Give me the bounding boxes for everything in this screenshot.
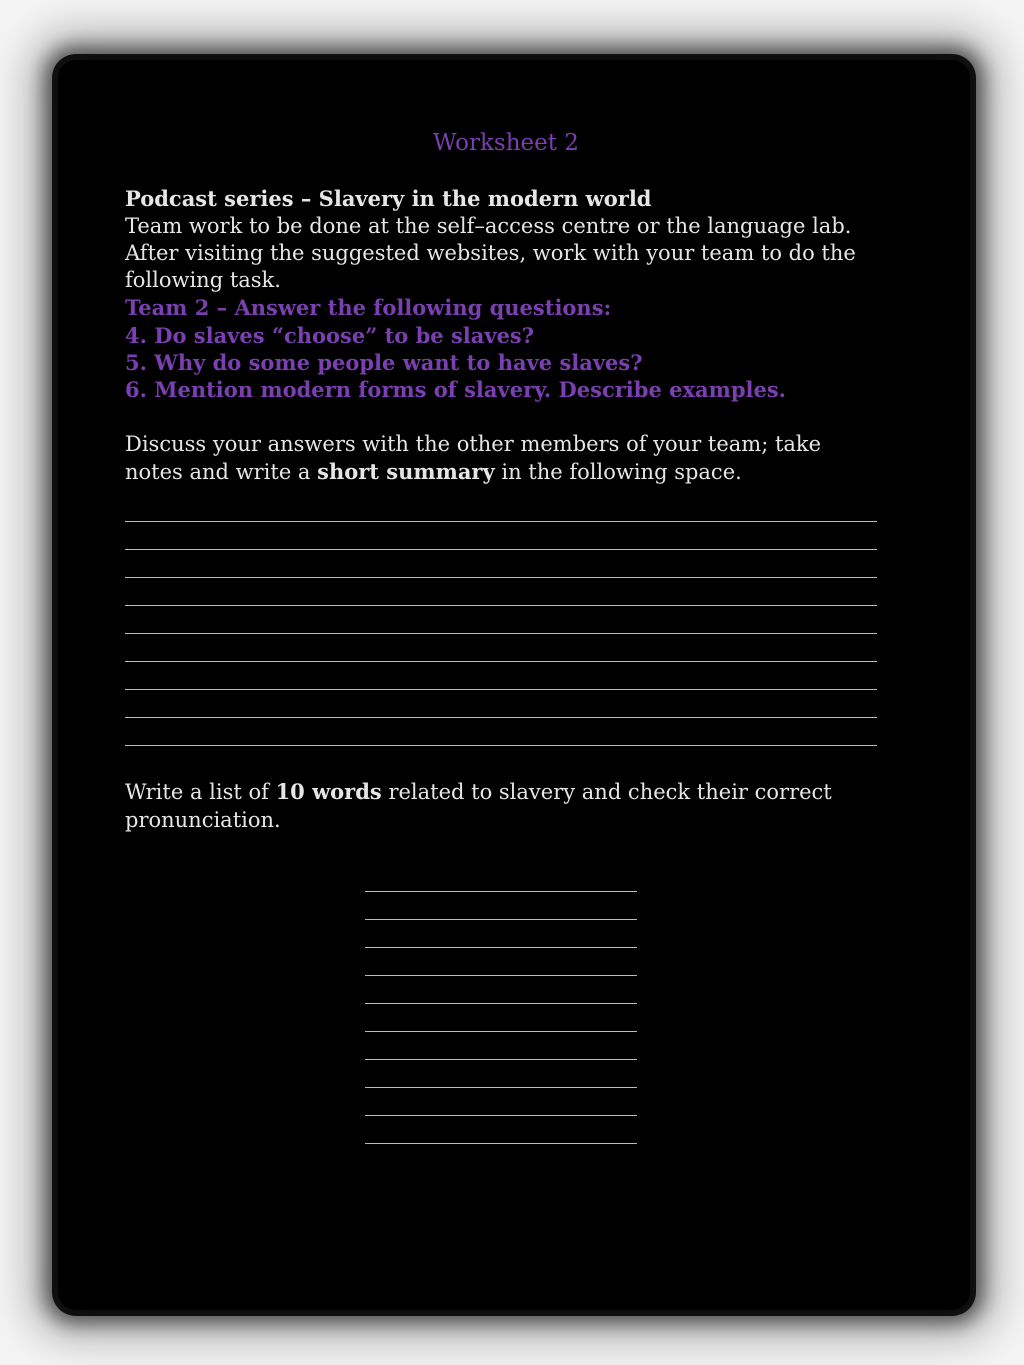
discuss-text: Discuss your answers with the other members of your team; take notes and write a (125, 431, 822, 484)
writing-line (125, 494, 877, 522)
word-line (365, 1060, 637, 1088)
team-heading: Team 2 – Answer the following questions: (125, 295, 612, 321)
word-list-instructions (125, 778, 877, 834)
word-line (365, 920, 637, 948)
discuss-text-end: in the following space. (494, 459, 742, 484)
writing-line (125, 634, 877, 662)
list-text: Write a list of (125, 780, 276, 805)
page-title: Worksheet 2 (433, 130, 579, 156)
word-line (365, 948, 637, 976)
writing-line (125, 578, 877, 606)
word-line (365, 892, 637, 920)
writing-line (125, 522, 877, 550)
word-line (365, 1116, 637, 1144)
intro-line-2: After visiting the suggested websites, work with your team to do the following task. (125, 240, 856, 293)
writing-line (125, 690, 877, 718)
question-item: 4. Do slaves “choose” to be slaves? (125, 322, 535, 348)
subtitle: Podcast series – Slavery in the modern world (125, 186, 652, 212)
worksheet-content (125, 130, 877, 1144)
writing-line (125, 718, 877, 746)
summary-writing-lines[interactable] (125, 494, 877, 746)
writing-line (125, 662, 877, 690)
word-line (365, 864, 637, 892)
intro-line-1: Team work to be done at the self–access centre or the language lab. (125, 213, 852, 238)
list-text-end: related to slavery and check their correct pronunciation. (125, 780, 832, 832)
question-item: 5. Why do some people want to have slaves? (125, 350, 643, 376)
list-emphasis: 10 words (275, 779, 382, 805)
discuss-emphasis: short summary (317, 458, 495, 484)
word-list-lines[interactable] (365, 864, 637, 1144)
word-line (365, 976, 637, 1004)
word-line (365, 1032, 637, 1060)
writing-line (125, 550, 877, 578)
word-line (365, 1088, 637, 1116)
writing-line (125, 606, 877, 634)
discuss-instructions (125, 431, 877, 487)
question-item: 6. Mention modern forms of slavery. Describe examples. (125, 377, 786, 403)
word-line (365, 1004, 637, 1032)
